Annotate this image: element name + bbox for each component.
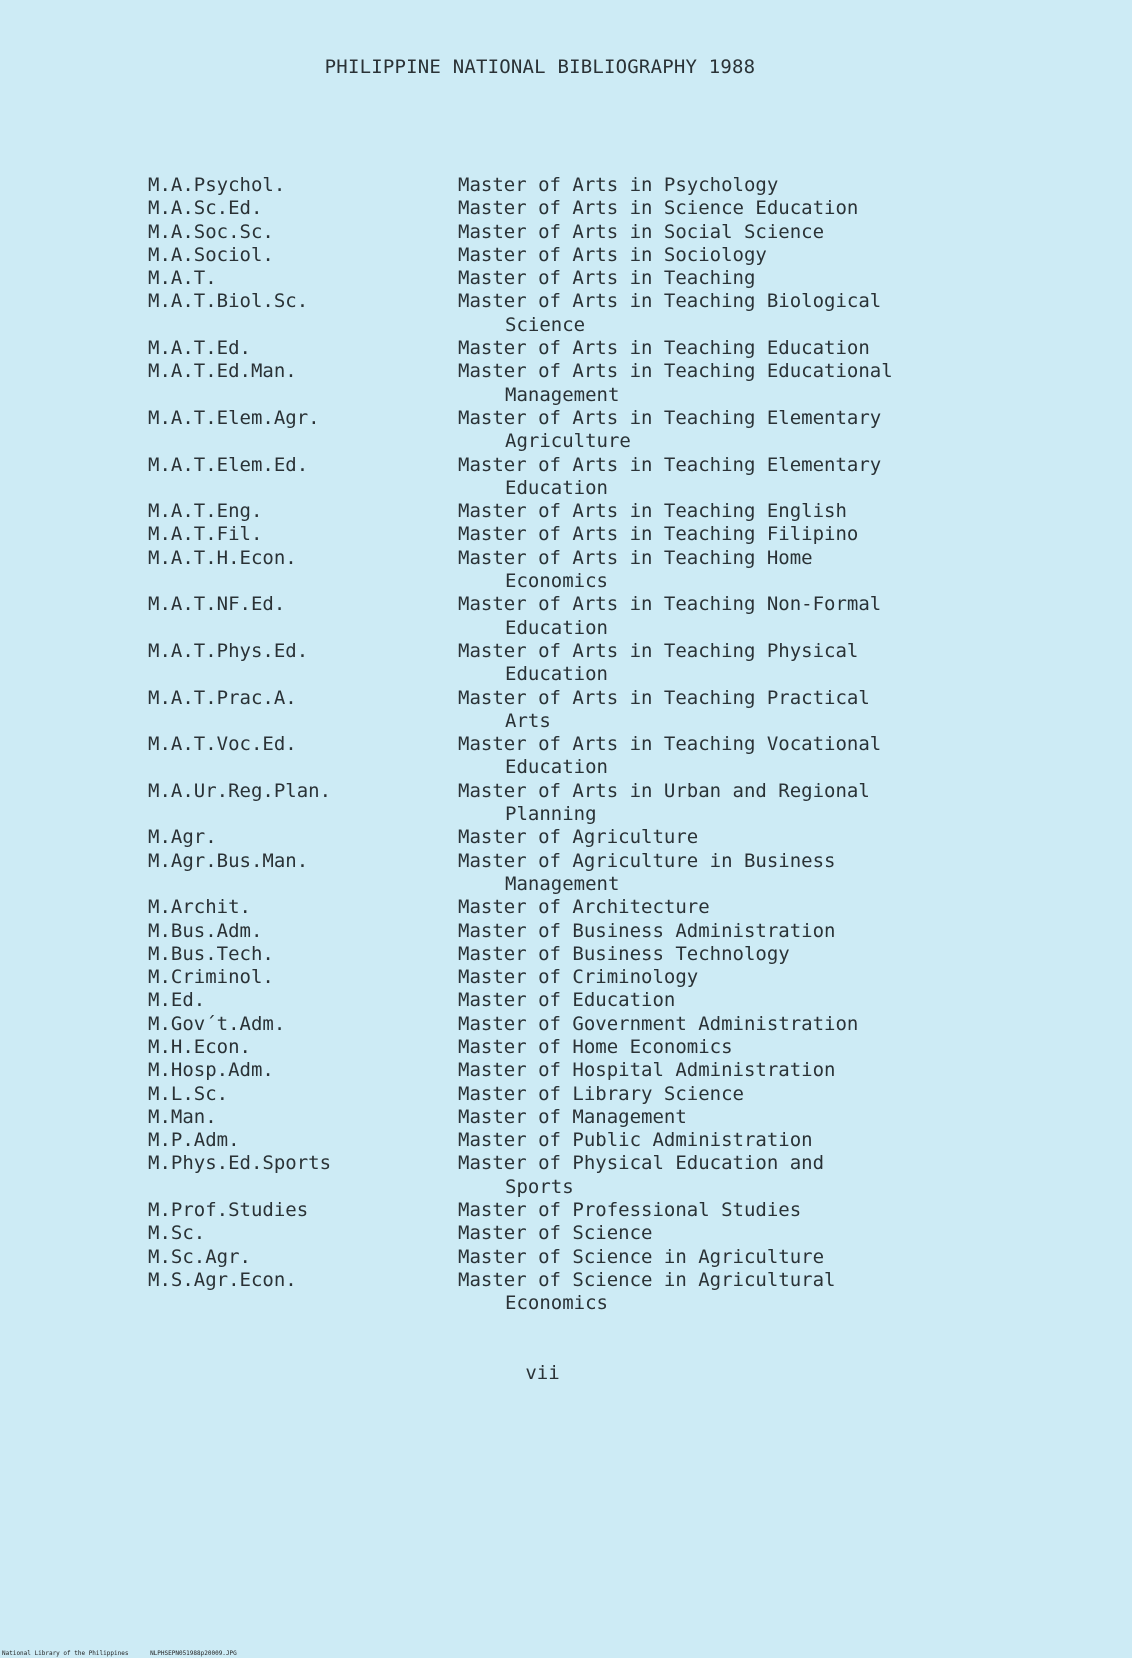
definition-line: Master of Arts in Social Science <box>458 220 825 243</box>
definition-line: Master of Science <box>458 1222 653 1245</box>
definition <box>458 966 1048 989</box>
definition-line: Master of Arts in Psychology <box>458 174 779 196</box>
definition-line: Master of Arts in Teaching Education <box>458 337 870 360</box>
definition <box>458 896 1048 919</box>
abbreviation: M.Phys.Ed.Sports <box>148 1152 332 1175</box>
abbreviation-list <box>148 174 1048 1316</box>
definition <box>458 687 1048 734</box>
definition-line: Master of Architecture <box>458 896 710 919</box>
definition <box>458 640 1048 687</box>
definition-continuation: Arts <box>505 709 551 732</box>
definition-line: Master of Professional Studies <box>458 1199 802 1222</box>
abbreviation-entry <box>148 267 1048 290</box>
abbreviation: M.S.Agr.Econ. <box>148 1268 297 1291</box>
definition <box>458 547 1048 594</box>
abbreviation: M.H.Econ. <box>148 1035 251 1058</box>
definition-line: Master of Agriculture in Business <box>458 849 836 872</box>
abbreviation: M.A.T.Eng. <box>148 500 263 523</box>
file-name: NLPHSEPN051988p20009.JPG <box>150 1650 237 1657</box>
abbreviation-entry <box>148 780 1048 827</box>
definition-continuation: Economics <box>505 1292 608 1315</box>
abbreviation: M.L.Sc. <box>148 1082 229 1105</box>
definition-line: Master of Arts in Teaching Elementary <box>458 406 882 429</box>
abbreviation: M.Prof.Studies <box>148 1199 309 1222</box>
abbreviation: M.Ed. <box>148 989 206 1012</box>
abbreviation: M.Gov´t.Adm. <box>148 1012 286 1035</box>
library-name: National Library of the Philippines <box>2 1650 129 1657</box>
abbreviation: M.A.T.Ed. <box>148 337 251 360</box>
definition-line: Master of Arts in Teaching <box>458 267 756 290</box>
definition <box>458 1222 1048 1245</box>
definition <box>458 1269 1048 1316</box>
abbreviation-entry <box>148 547 1048 594</box>
definition-line: Master of Arts in Urban and Regional <box>458 779 870 802</box>
definition-line: Master of Arts in Teaching Practical <box>458 686 870 709</box>
definition-continuation: Agriculture <box>505 430 631 453</box>
definition-line: Master of Library Science <box>458 1082 744 1105</box>
definition <box>458 1083 1048 1106</box>
definition-continuation: Sports <box>505 1175 574 1198</box>
abbreviation-entry <box>148 174 1048 197</box>
abbreviation-entry <box>148 523 1048 546</box>
abbreviation: M.A.Ur.Reg.Plan. <box>148 779 332 802</box>
definition-continuation: Management <box>505 383 620 406</box>
abbreviation-entry <box>148 360 1048 407</box>
definition <box>458 733 1048 780</box>
abbreviation: M.A.T.Biol.Sc. <box>148 290 309 313</box>
abbreviation: M.A.T.Fil. <box>148 523 263 546</box>
abbreviation-entry <box>148 989 1048 1012</box>
definition <box>458 943 1048 966</box>
abbreviation-entry <box>148 337 1048 360</box>
definition-line: Master of Arts in Science Education <box>458 197 859 220</box>
definition <box>458 221 1048 244</box>
definition-line: Master of Government Administration <box>458 1012 859 1035</box>
abbreviation-entry <box>148 1036 1048 1059</box>
definition-continuation: Education <box>505 756 608 779</box>
abbreviation-entry <box>148 826 1048 849</box>
definition <box>458 174 1048 197</box>
abbreviation-entry <box>148 1246 1048 1269</box>
abbreviation-entry <box>148 1083 1048 1106</box>
abbreviation-entry <box>148 221 1048 244</box>
definition <box>458 360 1048 407</box>
definition <box>458 1129 1048 1152</box>
page-title: PHILIPPINE NATIONAL BIBLIOGRAPHY 1988 <box>324 56 756 78</box>
definition <box>458 454 1048 501</box>
definition-line: Master of Agriculture <box>458 826 699 849</box>
abbreviation: M.A.Psychol. <box>148 174 286 196</box>
abbreviation-entry <box>148 896 1048 919</box>
abbreviation-entry <box>148 1059 1048 1082</box>
abbreviation: M.Bus.Tech. <box>148 942 274 965</box>
abbreviation: M.A.T. <box>148 267 217 290</box>
abbreviation: M.A.T.NF.Ed. <box>148 593 286 616</box>
definition-continuation: Education <box>505 476 608 499</box>
definition <box>458 1036 1048 1059</box>
definition-line: Master of Science in Agriculture <box>458 1245 825 1268</box>
definition-continuation: Planning <box>505 803 597 826</box>
definition-line: Master of Arts in Teaching Biological <box>458 290 882 313</box>
abbreviation-entry <box>148 593 1048 640</box>
definition <box>458 290 1048 337</box>
abbreviation: M.Sc.Agr. <box>148 1245 251 1268</box>
abbreviation-entry <box>148 244 1048 267</box>
definition <box>458 989 1048 1012</box>
abbreviation-entry <box>148 1222 1048 1245</box>
abbreviation: M.P.Adm. <box>148 1129 240 1152</box>
abbreviation-entry <box>148 687 1048 734</box>
definition-line: Master of Management <box>458 1105 687 1128</box>
abbreviation-entry <box>148 290 1048 337</box>
definition-continuation: Management <box>505 872 620 895</box>
definition <box>458 1059 1048 1082</box>
definition <box>458 1106 1048 1129</box>
abbreviation: M.Sc. <box>148 1222 206 1245</box>
abbreviation: M.A.T.Phys.Ed. <box>148 639 309 662</box>
abbreviation: M.A.T.Voc.Ed. <box>148 733 297 756</box>
abbreviation: M.A.T.Ed.Man. <box>148 360 297 383</box>
definition <box>458 1199 1048 1222</box>
definition-continuation: Education <box>505 663 608 686</box>
abbreviation-entry <box>148 920 1048 943</box>
definition <box>458 267 1048 290</box>
page-number: vii <box>525 1362 560 1384</box>
definition <box>458 593 1048 640</box>
definition <box>458 1152 1048 1199</box>
definition <box>458 850 1048 897</box>
abbreviation: M.Archit. <box>148 896 251 919</box>
definition-line: Master of Science in Agricultural <box>458 1268 836 1291</box>
definition <box>458 337 1048 360</box>
definition <box>458 197 1048 220</box>
abbreviation-entry <box>148 1269 1048 1316</box>
abbreviation: M.Man. <box>148 1105 217 1128</box>
definition-line: Master of Arts in Teaching Vocational <box>458 733 882 756</box>
abbreviation: M.Bus.Adm. <box>148 919 263 942</box>
definition <box>458 407 1048 454</box>
definition <box>458 500 1048 523</box>
abbreviation-entry <box>148 1013 1048 1036</box>
definition <box>458 523 1048 546</box>
definition <box>458 1013 1048 1036</box>
abbreviation: M.A.Soc.Sc. <box>148 220 274 243</box>
definition-continuation: Education <box>505 616 608 639</box>
definition-line: Master of Arts in Teaching Non-Formal <box>458 593 882 616</box>
definition-continuation: Science <box>505 313 586 336</box>
definition-line: Master of Criminology <box>458 966 699 989</box>
abbreviation: M.A.Sc.Ed. <box>148 197 263 220</box>
definition-line: Master of Arts in Teaching Elementary <box>458 453 882 476</box>
abbreviation: M.A.Sociol. <box>148 243 274 266</box>
definition <box>458 826 1048 849</box>
abbreviation: M.A.T.Elem.Ed. <box>148 453 309 476</box>
definition-line: Master of Arts in Teaching Physical <box>458 639 859 662</box>
abbreviation-entry <box>148 1199 1048 1222</box>
abbreviation: M.A.T.Prac.A. <box>148 686 297 709</box>
definition-line: Master of Arts in Sociology <box>458 243 767 266</box>
definition-line: Master of Public Administration <box>458 1129 813 1152</box>
definition-line: Master of Arts in Teaching English <box>458 500 847 523</box>
abbreviation: M.A.T.H.Econ. <box>148 546 297 569</box>
definition <box>458 1246 1048 1269</box>
abbreviation-entry <box>148 943 1048 966</box>
abbreviation-entry <box>148 197 1048 220</box>
definition <box>458 780 1048 827</box>
abbreviation-entry <box>148 500 1048 523</box>
definition-line: Master of Arts in Teaching Filipino <box>458 523 859 546</box>
definition <box>458 920 1048 943</box>
definition-line: Master of Business Technology <box>458 942 790 965</box>
scan-footer <box>2 1650 255 1657</box>
abbreviation-entry <box>148 1152 1048 1199</box>
abbreviation: M.Criminol. <box>148 966 274 989</box>
definition <box>458 244 1048 267</box>
definition-line: Master of Home Economics <box>458 1035 733 1058</box>
definition-line: Master of Hospital Administration <box>458 1059 836 1082</box>
abbreviation-entry <box>148 1106 1048 1129</box>
abbreviation: M.Hosp.Adm. <box>148 1059 274 1082</box>
abbreviation: M.Agr. <box>148 826 217 849</box>
definition-line: Master of Business Administration <box>458 919 836 942</box>
abbreviation-entry <box>148 1129 1048 1152</box>
definition-line: Master of Arts in Teaching Home <box>458 546 813 569</box>
definition-continuation: Economics <box>505 570 608 593</box>
abbreviation-entry <box>148 640 1048 687</box>
abbreviation-entry <box>148 454 1048 501</box>
definition-line: Master of Education <box>458 989 676 1012</box>
abbreviation-entry <box>148 966 1048 989</box>
abbreviation: M.Agr.Bus.Man. <box>148 849 309 872</box>
definition-line: Master of Physical Education and <box>458 1152 825 1175</box>
abbreviation-entry <box>148 407 1048 454</box>
definition-line: Master of Arts in Teaching Educational <box>458 360 893 383</box>
abbreviation: M.A.T.Elem.Agr. <box>148 406 320 429</box>
abbreviation-entry <box>148 733 1048 780</box>
abbreviation-entry <box>148 850 1048 897</box>
